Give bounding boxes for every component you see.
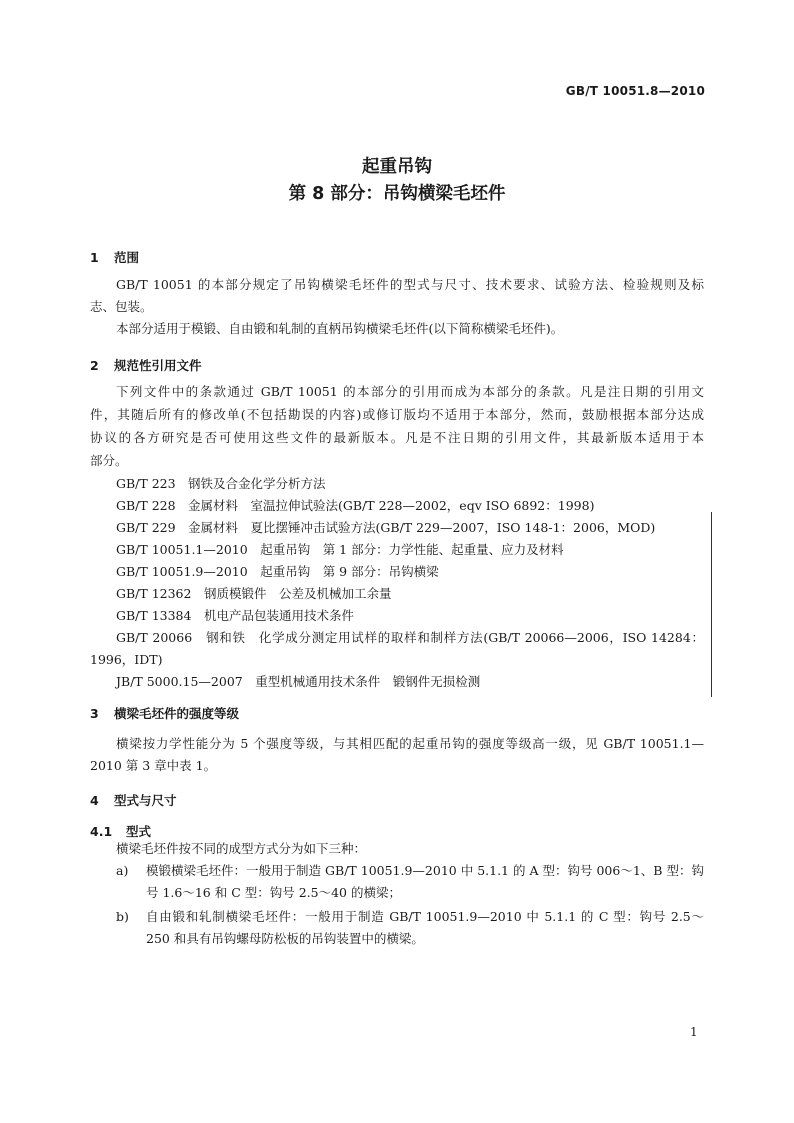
paragraph-line: 号 1.6～16 和 C 型：钩号 2.5～40 的横梁； (146, 885, 401, 900)
reference-item: GB/T 228 金属材料 室温拉伸试验法(GB/T 228—2002，eqv ISO 6892：1998) (116, 498, 595, 513)
list-item-a (116, 860, 704, 882)
subsection-title: 型式 (126, 824, 152, 839)
list-text: 自由锻和轧制横梁毛坯件：一般用于制造 GB/T 10051.9—2010 中 5.1.1 的 C 型：钩号 2.5～ (146, 909, 704, 924)
reference-item: GB/T 20066 钢和铁 化学成分测定用试样的取样和制样方法(GB/T 20066—2006，ISO 14284： (116, 630, 704, 645)
paragraph-line: 2010 第 3 章中表 1。 (90, 758, 217, 773)
subsection-number: 4.1 (90, 824, 113, 839)
list-label: a) (116, 863, 129, 878)
reference-item: GB/T 12362 钢质模锻件 公差及机械加工余量 (116, 586, 392, 601)
standard-number: GB/T 10051.8—2010 (565, 84, 705, 98)
paragraph-line: 协议的各方研究是否可使用这些文件的最新版本。凡是不注日期的引用文件，其最新版本适用于本 (90, 430, 704, 445)
reference-item: 1996，IDT) (90, 652, 163, 667)
section-number: 1 (90, 250, 99, 265)
section-title: 型式与尺寸 (114, 793, 177, 808)
paragraph-line: 件，其随后所有的修改单(不包括勘误的内容)或修订版均不适用于本部分，然而，鼓励根据本部分达成 (90, 407, 704, 422)
list-text: 模锻横梁毛坯件：一般用于制造 GB/T 10051.9—2010 中 5.1.1 的 A 型：钩号 006～1、B 型：钩 (146, 863, 704, 878)
reference-item: GB/T 223 钢铁及合金化学分析方法 (116, 476, 326, 491)
paragraph-line: 部分。 (90, 453, 128, 468)
list-label: b) (116, 909, 129, 924)
section-number: 2 (90, 358, 99, 373)
section-title: 规范性引用文件 (114, 358, 202, 373)
paragraph-line: 本部分适用于模锻、自由锻和轧制的直柄吊钩横梁毛坯件(以下简称横梁毛坯件)。 (116, 321, 564, 336)
title-line-1: 起重吊钩 (362, 157, 432, 177)
margin-change-bar (711, 512, 712, 697)
section-title: 范围 (114, 250, 140, 265)
paragraph-line: 250 和具有吊钩螺母防松板的吊钩装置中的横梁。 (146, 931, 424, 946)
reference-item: JB/T 5000.15—2007 重型机械通用技术条件 锻钢件无损检测 (116, 674, 481, 689)
paragraph-line: GB/T 10051 的本部分规定了吊钩横梁毛坯件的型式与尺寸、技术要求、试验方法、检验规则及标 (116, 277, 704, 292)
list-item-b (116, 906, 704, 928)
section-4-heading (90, 791, 177, 809)
title-line-2: 第 8 部分：吊钩横梁毛坯件 (288, 184, 506, 204)
reference-item: GB/T 13384 机电产品包装通用技术条件 (116, 608, 354, 623)
reference-item: GB/T 10051.1—2010 起重吊钩 第 1 部分：力学性能、起重量、应力及材料 (116, 542, 564, 557)
section-number: 3 (90, 706, 99, 721)
paragraph-line: 横梁按力学性能分为 5 个强度等级，与其相匹配的起重吊钩的强度等级高一级，见 GB/T 10051.1— (116, 736, 704, 751)
reference-item: GB/T 229 金属材料 夏比摆锤冲击试验方法(GB/T 229—2007，ISO 148-1：2006，MOD) (116, 520, 656, 535)
paragraph-line: 志、包装。 (90, 299, 153, 314)
section-1-heading (90, 248, 139, 266)
section-title: 横梁毛坯件的强度等级 (114, 706, 240, 721)
paragraph-line: 下列文件中的条款通过 GB/T 10051 的本部分的引用而成为本部分的条款。凡是注日期的引用文 (116, 384, 704, 399)
section-2-heading (90, 356, 202, 374)
section-number: 4 (90, 793, 99, 808)
reference-item: GB/T 10051.9—2010 起重吊钩 第 9 部分：吊钩横梁 (116, 564, 439, 579)
paragraph-line: 横梁毛坯件按不同的成型方式分为如下三种： (116, 841, 367, 856)
section-3-heading (90, 704, 239, 722)
page-number: 1 (690, 1025, 698, 1039)
